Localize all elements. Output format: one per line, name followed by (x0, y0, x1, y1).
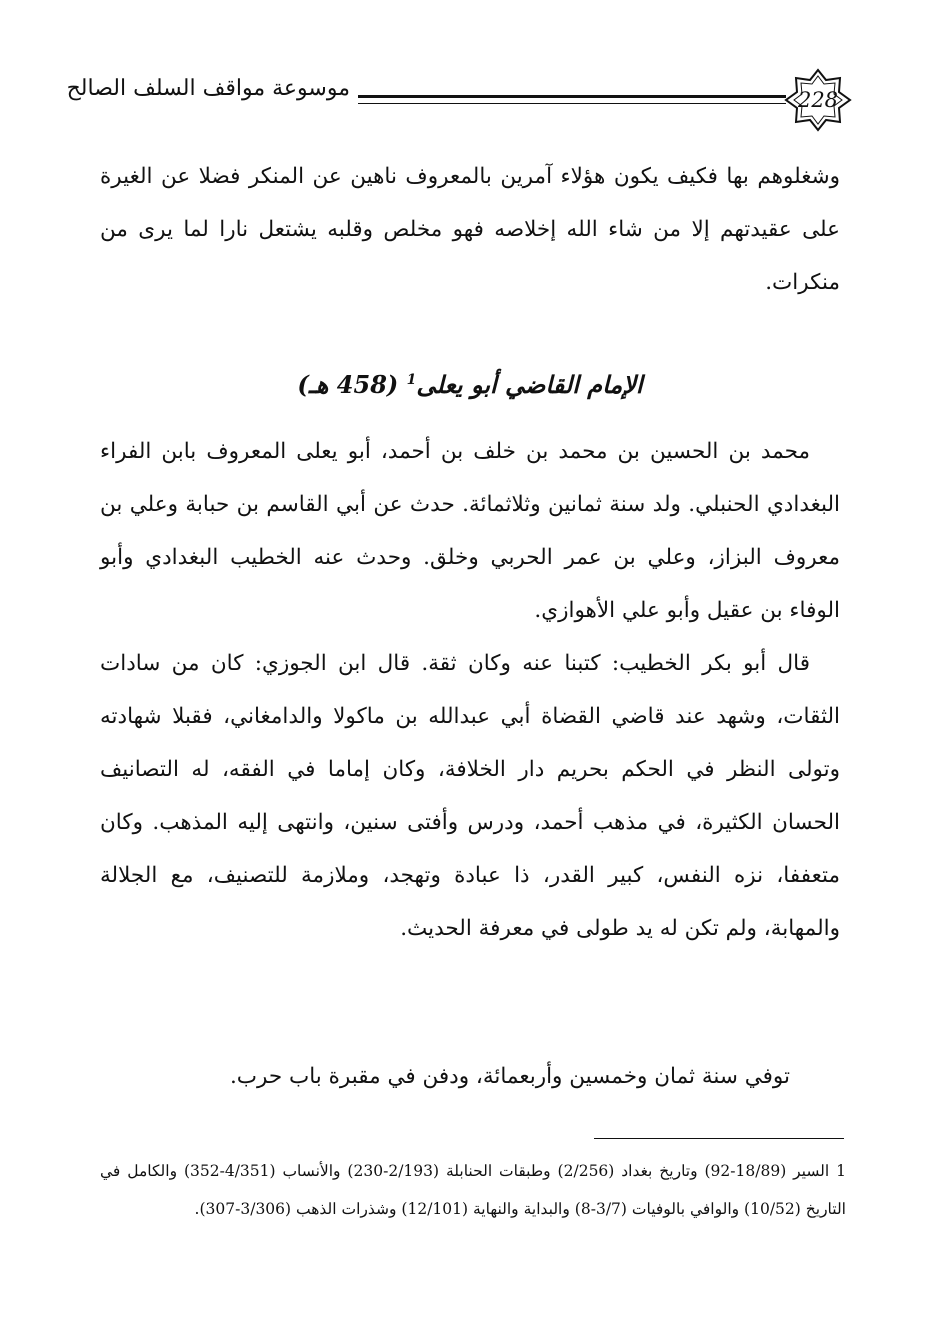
header-rule-thin (358, 103, 786, 104)
footnote-separator (594, 1138, 844, 1139)
header-rule-thick (358, 95, 786, 98)
death-paragraph: توفي سنة ثمان وخمسين وأربعمائة، ودفن في مقبرة باب حرب. (229, 1064, 790, 1089)
section-title: الإمام القاضي أبو يعلى (416, 370, 643, 399)
biography-paragraph-2: قال أبو بكر الخطيب: كتبنا عنه وكان ثقة. قال ابن الجوزي: كان من سادات الثقات، وشهد عند قاضي القضاة أبي عبدالله بن ماكولا والدامغاني، فقبلا شهادته وتولى النظر في الحكم بحريم دار الخلافة، وكان إماما في الفقه، له التصانيف الحسان الكثيرة، في مذهب أحمد، ودرس وأفتى سنين، وانتهى إليه المذهب. وكان متعففا، نزه النفس، كبير القدر، ذا عبادة وتهجد، وملازمة للتصنيف، مع الجلالة والمهابة، ولم تكن له يد طولى في معرفة الحديث. (100, 651, 840, 941)
intro-paragraph-block (100, 150, 840, 309)
biography-block (100, 425, 840, 955)
page-header (66, 68, 852, 132)
biography-paragraph-1: محمد بن الحسين بن محمد بن خلف بن أحمد، أبو يعلى المعروف بابن الفراء البغدادي الحنبلي. ولد سنة ثمانين وثلاثمائة. حدث عن أبي القاسم بن حبابة وعلي بن معروف البزاز، وعلي بن عمر الحربي وخلق. وحدث عنه الخطيب البغدادي وأبو الوفاء بن عقيل وأبو علي الأهوازي. (100, 439, 840, 623)
page-number: 228 (797, 88, 839, 112)
series-title: موسوعة مواقف السلف الصالح (66, 76, 350, 101)
footnote-marker: 1 (406, 372, 417, 388)
section-heading (100, 370, 840, 399)
intro-paragraph: وشغلوهم بها فكيف يكون هؤلاء آمرين بالمعروف ناهين عن المنكر فضلا عن الغيرة على عقيدتهم إلا من شاء الله إخلاصه فهو مخلص وقلبه يشتعل نارا لما يرى من منكرات. (100, 164, 840, 295)
page-number-badge (784, 68, 852, 132)
death-paragraph-block (100, 1050, 840, 1103)
footnote-block (100, 1152, 846, 1228)
footnote-text: 1 السير (18/89-92) وتاريخ بغداد (2/256) وطبقات الحنابلة (2/193-230) والأنساب (4/351-352) والكامل في التاريخ (10/52) والوافي بالوفيات (3/7-8) والبداية والنهاية (12/101) وشذرات الذهب (3/306-307). (100, 1162, 846, 1218)
section-date: (458 هـ) (297, 370, 399, 399)
